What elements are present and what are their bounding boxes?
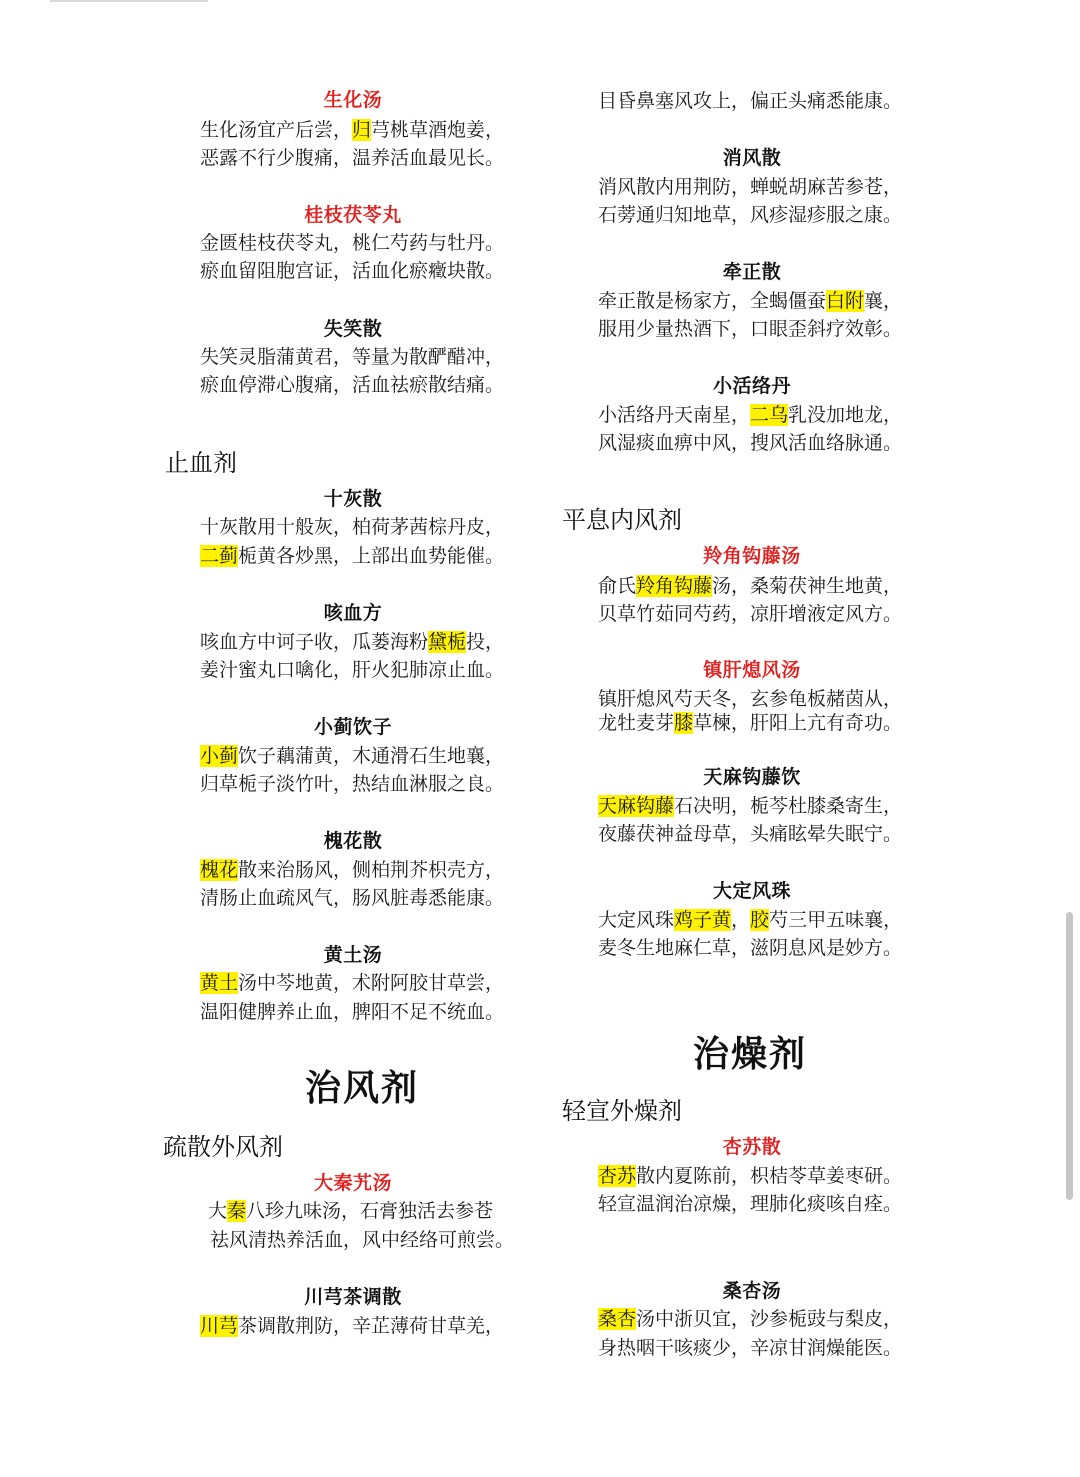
verse-line bbox=[598, 201, 902, 229]
highlighted-herb: 杏苏 bbox=[598, 1165, 637, 1187]
verse-text: 小活络丹天南星， bbox=[598, 404, 751, 426]
verse-text: 乳没加地龙， bbox=[788, 404, 903, 426]
highlighted-herb: 二蓟 bbox=[200, 545, 239, 567]
verse-text: 夜藤茯神益母草，头痛眩晕失眠宁。 bbox=[598, 823, 903, 845]
verse-line bbox=[598, 287, 902, 315]
verse-text: 瘀血停滞心腹痛，活血祛瘀散结痛。 bbox=[200, 374, 505, 396]
verse-text: 汤中芩地黄，术附阿胶甘草尝， bbox=[238, 972, 505, 994]
chapter-heading-zhifeng: 治风剂 bbox=[305, 1067, 420, 1109]
verse-text: 姜汁蜜丸口噙化，肝火犯肺凉止血。 bbox=[200, 659, 505, 681]
formula-title: 槐花散 bbox=[323, 830, 383, 852]
highlighted-herb: 归 bbox=[352, 119, 372, 141]
verse-line bbox=[200, 770, 504, 798]
verse-text: 身热咽干咳痰少，辛凉甘润燥能医。 bbox=[598, 1337, 903, 1359]
verse-text: 投， bbox=[466, 631, 505, 653]
verse-text: 贝草竹茹同芍药，凉肝增液定风方。 bbox=[598, 603, 903, 625]
verse-line bbox=[598, 820, 902, 848]
verse-line bbox=[200, 856, 504, 884]
verse-text: 栀黄各炒黑，上部出血势能催。 bbox=[238, 545, 505, 567]
formula-title: 消风散 bbox=[722, 147, 782, 169]
verse-text: 芎桃草酒炮姜， bbox=[371, 119, 505, 141]
verse-line bbox=[598, 572, 902, 600]
verse-line-continued: 目昏鼻塞风攻上，偏正头痛悉能康。 bbox=[598, 90, 903, 112]
verse-text: 风湿痰血痹中风，搜风活血络脉通。 bbox=[598, 432, 903, 454]
formula-title: 十灰散 bbox=[323, 488, 383, 510]
highlighted-herb: 秦 bbox=[227, 1200, 247, 1222]
verse-text: 瘀血留阻胞宫证，活血化瘀癥块散。 bbox=[200, 260, 505, 282]
formula-title: 桑杏汤 bbox=[722, 1280, 782, 1302]
highlighted-herb: 鸡子黄 bbox=[674, 909, 732, 931]
verse-line bbox=[200, 998, 504, 1026]
verse-text: 咳血方中诃子收，瓜蒌海粉 bbox=[200, 631, 429, 653]
formula-title: 大定风珠 bbox=[712, 880, 791, 902]
formula-title: 杏苏散 bbox=[722, 1136, 782, 1158]
formula-title: 失笑散 bbox=[323, 318, 383, 340]
verse-line bbox=[598, 173, 902, 201]
section-heading-pingxi: 平息内风剂 bbox=[562, 506, 682, 534]
verse-text: 十灰散用十般灰，柏荷茅茜棕丹皮， bbox=[200, 516, 505, 538]
verse-text: 恶露不行少腹痛，温养活血最见长。 bbox=[200, 147, 505, 169]
highlighted-herb: 桑杏 bbox=[598, 1308, 637, 1330]
verse-text: 草楝，肝阳上亢有奇功。 bbox=[693, 712, 903, 734]
verse-line bbox=[200, 116, 504, 144]
verse-line bbox=[598, 792, 902, 820]
formula-title: 生化汤 bbox=[323, 89, 383, 111]
formula-title: 羚角钩藤汤 bbox=[703, 545, 801, 567]
highlighted-herb: 天麻钩藤 bbox=[598, 795, 675, 817]
verse-text: 清肠止血疏风气，肠风脏毒悉能康。 bbox=[200, 887, 505, 909]
verse-line bbox=[598, 934, 902, 962]
highlighted-herb: 小蓟 bbox=[200, 745, 239, 767]
highlighted-herb: 黄土 bbox=[200, 972, 239, 994]
formula-title: 黄土汤 bbox=[323, 944, 383, 966]
verse-text: 轻宣温润治凉燥，理肺化痰咳自痊。 bbox=[598, 1193, 903, 1215]
highlighted-herb: 二乌 bbox=[750, 404, 789, 426]
verse-text: 大定风珠 bbox=[598, 909, 675, 931]
verse-text: 消风散内用荆防，蝉蜕胡麻苦参苍， bbox=[598, 176, 903, 198]
verse-text: 镇肝熄风芍天冬，玄参龟板赭茵从， bbox=[598, 688, 903, 710]
verse-text: 俞氏 bbox=[598, 575, 637, 597]
verse-text: 散内夏陈前，枳桔苓草姜枣研。 bbox=[636, 1165, 903, 1187]
verse-line bbox=[200, 969, 504, 997]
formula-title: 镇肝熄风汤 bbox=[703, 659, 801, 681]
verse-line bbox=[200, 1312, 504, 1340]
verse-text: 石蒡通归知地草，风疹湿疹服之康。 bbox=[598, 204, 903, 226]
verse-line bbox=[200, 343, 504, 371]
section-heading-zhixue: 止血剂 bbox=[165, 449, 237, 477]
verse-line bbox=[598, 709, 902, 737]
verse-text: ， bbox=[731, 909, 751, 931]
verse-text: 金匮桂枝茯苓丸，桃仁芍药与牡丹。 bbox=[200, 232, 505, 254]
verse-line bbox=[200, 656, 504, 684]
verse-text: 饮子藕蒲黄，木通滑石生地襄， bbox=[238, 745, 505, 767]
verse-line bbox=[598, 315, 902, 343]
formula-title: 小蓟饮子 bbox=[313, 716, 392, 738]
highlighted-herb: 胶 bbox=[750, 909, 770, 931]
verse-line bbox=[598, 1190, 902, 1218]
verse-text: 生化汤宜产后尝， bbox=[200, 119, 353, 141]
verse-text: 汤中浙贝宜，沙参栀豉与梨皮， bbox=[636, 1308, 903, 1330]
verse-line bbox=[200, 144, 504, 172]
highlighted-herb: 槐花 bbox=[200, 859, 239, 881]
highlighted-herb: 黛栀 bbox=[428, 631, 467, 653]
highlighted-herb: 羚角钩藤 bbox=[636, 575, 713, 597]
verse-text: 牵正散是杨家方，全蝎僵蚕 bbox=[598, 290, 827, 312]
formula-title: 桂枝茯苓丸 bbox=[304, 204, 402, 226]
formula-title: 天麻钩藤饮 bbox=[703, 766, 801, 788]
section-heading-qingxuan: 轻宣外燥剂 bbox=[562, 1097, 682, 1125]
verse-line bbox=[200, 742, 504, 770]
formula-title: 大秦艽汤 bbox=[313, 1172, 392, 1194]
formula-title: 小活络丹 bbox=[712, 375, 791, 397]
verse-text: 茶调散荆防，辛芷薄荷甘草羌， bbox=[238, 1315, 505, 1337]
verse-text: 麦冬生地麻仁草，滋阴息风是妙方。 bbox=[598, 937, 903, 959]
verse-line bbox=[598, 600, 902, 628]
verse-text: 龙牡麦芽 bbox=[598, 712, 675, 734]
verse-text: 服用少量热酒下，口眼歪斜疗效彰。 bbox=[598, 318, 903, 340]
verse-line bbox=[200, 542, 504, 570]
verse-line bbox=[200, 229, 504, 257]
highlighted-herb: 白附 bbox=[826, 290, 865, 312]
verse-line bbox=[598, 429, 902, 457]
verse-text: 八珍九味汤，石膏独活去参苍 bbox=[246, 1200, 494, 1222]
verse-text: 石决明，栀芩杜膝桑寄生， bbox=[674, 795, 903, 817]
chapter-heading-zhizao: 治燥剂 bbox=[693, 1033, 808, 1075]
formula-title: 咳血方 bbox=[323, 602, 383, 624]
verse-text: 散来治肠风，侧柏荆芥枳壳方， bbox=[238, 859, 505, 881]
verse-text: 大 bbox=[208, 1200, 228, 1222]
highlighted-herb: 川芎 bbox=[200, 1315, 239, 1337]
verse-line bbox=[200, 371, 504, 399]
section-heading-shusan: 疏散外风剂 bbox=[163, 1133, 283, 1161]
verse-line bbox=[208, 1197, 493, 1225]
formula-title: 牵正散 bbox=[722, 261, 782, 283]
verse-line bbox=[200, 513, 504, 541]
verse-line bbox=[200, 628, 504, 656]
highlighted-herb: 膝 bbox=[674, 712, 694, 734]
verse-text: 祛风清热养活血，风中经络可煎尝。 bbox=[210, 1229, 515, 1251]
verse-line bbox=[598, 906, 902, 934]
verse-text: 温阳健脾养止血，脾阳不足不统血。 bbox=[200, 1001, 505, 1023]
verse-line bbox=[598, 1305, 902, 1333]
verse-text: 归草栀子淡竹叶，热结血淋服之良。 bbox=[200, 773, 505, 795]
verse-line bbox=[598, 401, 902, 429]
verse-line bbox=[200, 257, 504, 285]
verse-text: 汤，桑菊茯神生地黄， bbox=[712, 575, 903, 597]
verse-line bbox=[200, 884, 504, 912]
verse-text: 襄， bbox=[864, 290, 903, 312]
verse-line bbox=[598, 1334, 902, 1362]
formula-title: 川芎茶调散 bbox=[304, 1286, 402, 1308]
verse-text: 芍三甲五味襄， bbox=[769, 909, 903, 931]
verse-text: 失笑灵脂蒲黄君，等量为散酽醋冲， bbox=[200, 346, 505, 368]
verse-line bbox=[210, 1226, 514, 1254]
verse-line bbox=[598, 1162, 902, 1190]
